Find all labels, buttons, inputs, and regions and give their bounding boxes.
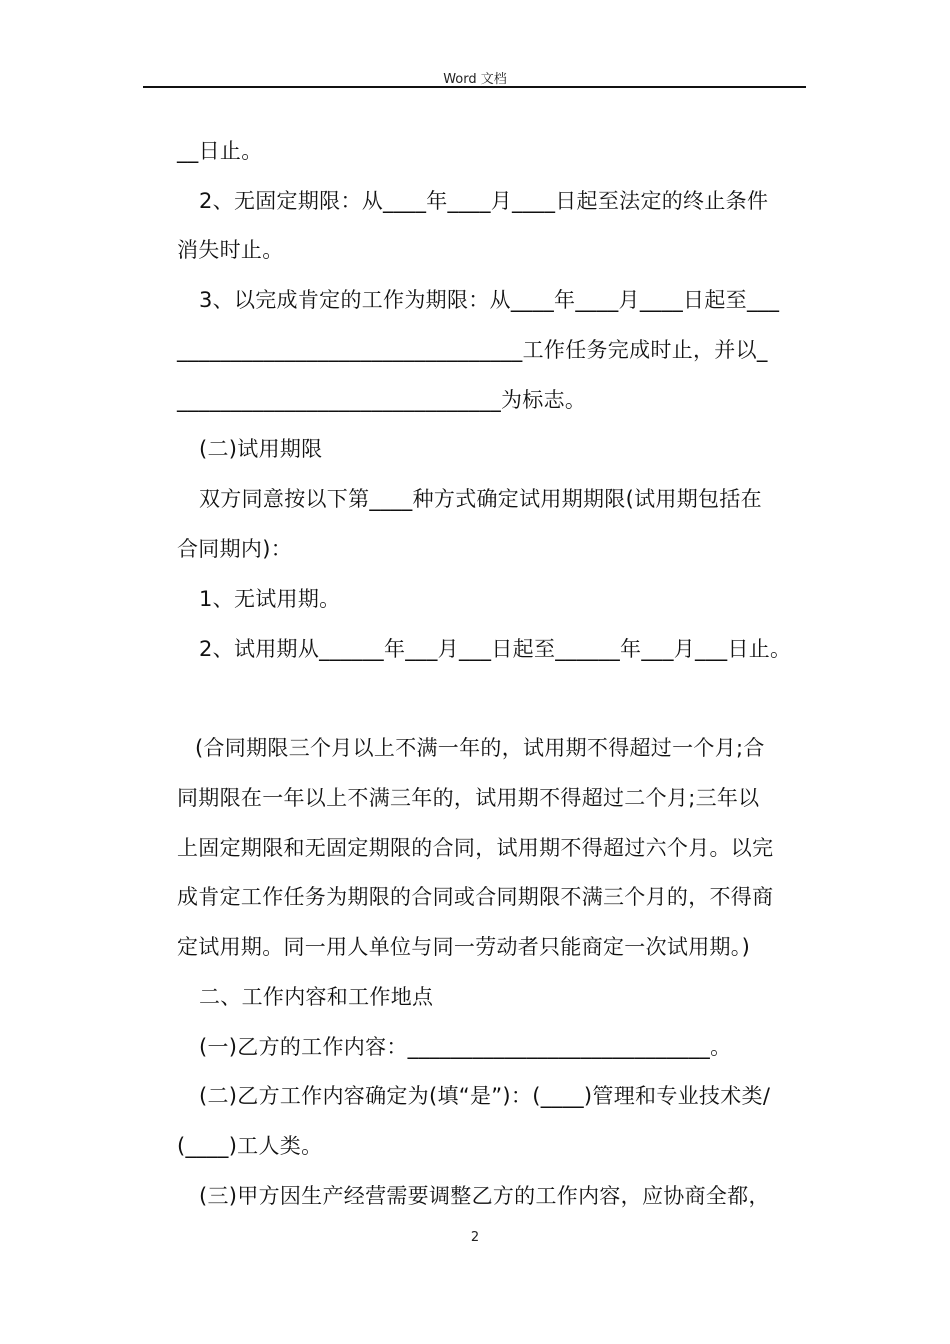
text-line: 上固定期限和无固定期限的合同，试用期不得超过六个月。以完: [177, 836, 774, 860]
text-line: (____)工人类。: [177, 1134, 323, 1158]
text-line: 1、无试用期。: [199, 587, 341, 611]
text-line: 2、无固定期限：从____年____月____日起至法定的终止条件: [199, 189, 769, 213]
text-line: 3、以完成肯定的工作为期限：从____年____月____日起至___: [199, 288, 780, 312]
text-line: (合同期限三个月以上不满一年的，试用期不得超过一个月;合: [195, 736, 765, 760]
text-line: (一)乙方的工作内容：____________________________。: [199, 1035, 732, 1059]
text-line: 双方同意按以下第____种方式确定试用期期限(试用期包括在: [199, 487, 762, 511]
section-heading: (二)试用期限: [199, 437, 323, 461]
text-line: ________________________________工作任务完成时止，并以_: [177, 338, 768, 362]
header-divider: [143, 86, 806, 88]
text-line: (二)乙方工作内容确定为(填“是”)：(____)管理和专业技术类/: [199, 1084, 771, 1108]
text-line: 消失时止。: [177, 238, 284, 262]
text-line: 定试用期。同一用人单位与同一劳动者只能商定一次试用期。): [177, 935, 751, 959]
text-line: 合同期内)：: [177, 537, 292, 561]
page-number: 2: [470, 1230, 480, 1245]
section-heading: 二、工作内容和工作地点: [199, 985, 434, 1009]
text-line: 成肯定工作任务为期限的合同或合同期限不满三个月的，不得商: [177, 885, 774, 909]
header-title: Word 文档: [443, 72, 507, 87]
text-line: __日止。: [177, 139, 263, 163]
text-line: (三)甲方因生产经营需要调整乙方的工作内容，应协商全都，: [199, 1184, 770, 1208]
text-line: 同期限在一年以上不满三年的，试用期不得超过二个月;三年以: [177, 786, 760, 810]
text-line: ______________________________为标志。: [177, 388, 587, 412]
text-line: 2、试用期从______年___月___日起至______年___月___日止。: [199, 637, 792, 661]
